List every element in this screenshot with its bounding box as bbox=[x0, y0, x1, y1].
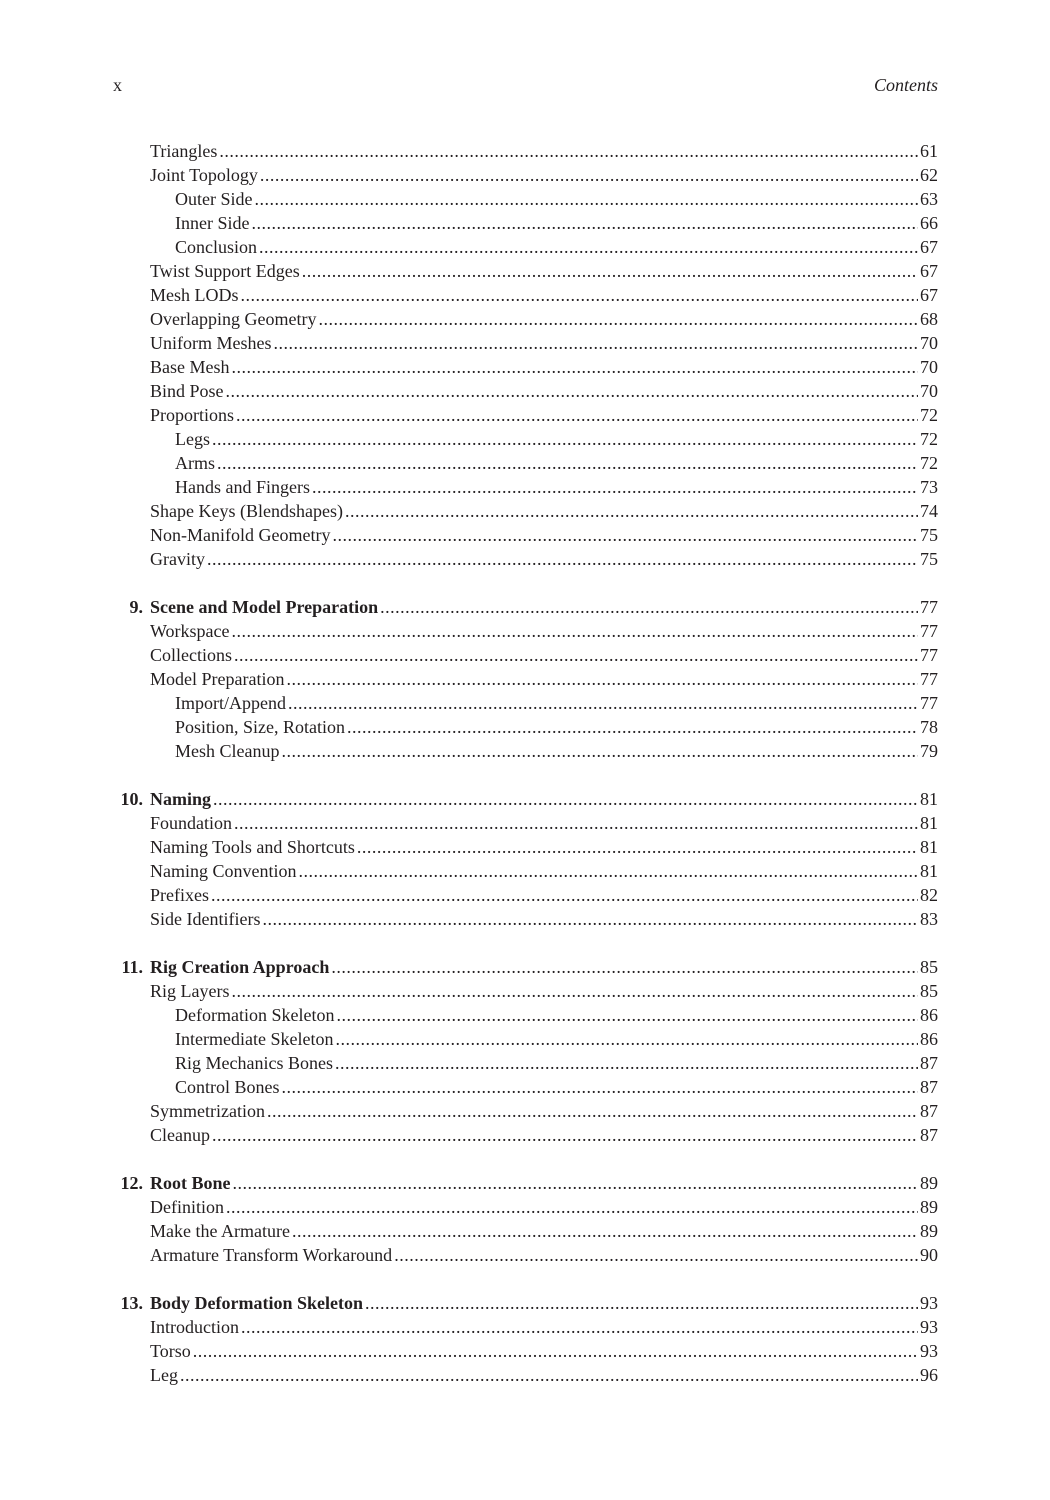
toc-line bbox=[150, 379, 938, 403]
toc-entry bbox=[113, 307, 938, 331]
toc-line bbox=[150, 1219, 938, 1243]
toc-title: Legs bbox=[175, 429, 210, 449]
toc-entry bbox=[113, 331, 938, 355]
toc-line bbox=[150, 619, 938, 643]
toc-line bbox=[175, 691, 938, 715]
toc-line bbox=[175, 211, 938, 235]
toc-page-number: 93 bbox=[920, 1293, 938, 1313]
toc-page-number: 72 bbox=[920, 453, 938, 473]
toc-page-number: 63 bbox=[920, 189, 938, 209]
toc-page-number: 81 bbox=[920, 837, 938, 857]
toc-entry bbox=[113, 1003, 938, 1027]
toc-dot-leader bbox=[267, 1099, 918, 1123]
toc-line bbox=[150, 355, 938, 379]
toc-title: Outer Side bbox=[175, 189, 253, 209]
toc-title: Deformation Skeleton bbox=[175, 1005, 335, 1025]
toc-line bbox=[150, 667, 938, 691]
toc-entry bbox=[113, 403, 938, 427]
toc-page-number: 87 bbox=[920, 1053, 938, 1073]
toc-entry bbox=[113, 1075, 938, 1099]
toc-line bbox=[150, 259, 938, 283]
toc-line bbox=[150, 1291, 938, 1315]
toc-title: Non-Manifold Geometry bbox=[150, 525, 331, 545]
toc-dot-leader bbox=[211, 883, 918, 907]
toc-dot-leader bbox=[292, 1219, 918, 1243]
toc-title: Scene and Model Preparation bbox=[150, 597, 379, 617]
toc-line bbox=[150, 1195, 938, 1219]
toc-title: Collections bbox=[150, 645, 232, 665]
toc-dot-leader bbox=[288, 691, 918, 715]
toc-line bbox=[150, 955, 938, 979]
toc-entry bbox=[113, 883, 938, 907]
toc-page-number: 77 bbox=[920, 693, 938, 713]
toc-line bbox=[150, 499, 938, 523]
page-number: x bbox=[113, 75, 122, 95]
toc-line bbox=[150, 307, 938, 331]
toc-title: Root Bone bbox=[150, 1173, 231, 1193]
toc-title: Prefixes bbox=[150, 885, 209, 905]
toc-line bbox=[175, 1051, 938, 1075]
toc-page-number: 86 bbox=[920, 1029, 938, 1049]
toc-page-number: 85 bbox=[920, 981, 938, 1001]
toc-dot-leader bbox=[241, 283, 919, 307]
toc-page-number: 68 bbox=[920, 309, 938, 329]
toc-entry bbox=[113, 211, 938, 235]
toc-dot-leader bbox=[312, 475, 918, 499]
toc-title: Base Mesh bbox=[150, 357, 230, 377]
toc-dot-leader bbox=[347, 715, 918, 739]
table-of-contents bbox=[113, 139, 938, 1387]
toc-dot-leader bbox=[281, 739, 918, 763]
toc-dot-leader bbox=[335, 1027, 918, 1051]
toc-dot-leader bbox=[262, 907, 918, 931]
toc-line bbox=[150, 1099, 938, 1123]
toc-line bbox=[150, 403, 938, 427]
toc-title: Intermediate Skeleton bbox=[175, 1029, 334, 1049]
toc-dot-leader bbox=[193, 1339, 918, 1363]
toc-line bbox=[150, 1123, 938, 1147]
toc-chapter-entry bbox=[113, 1171, 938, 1195]
toc-page-number: 85 bbox=[920, 957, 938, 977]
toc-entry bbox=[113, 1051, 938, 1075]
toc-chapter-entry bbox=[113, 1291, 938, 1315]
toc-dot-leader bbox=[219, 139, 918, 163]
toc-entry bbox=[113, 1219, 938, 1243]
toc-title: Rig Creation Approach bbox=[150, 957, 330, 977]
toc-chapter-number: 12. bbox=[120, 1173, 143, 1193]
toc-page-number: 70 bbox=[920, 381, 938, 401]
toc-page-number: 90 bbox=[920, 1245, 938, 1265]
toc-dot-leader bbox=[226, 379, 918, 403]
toc-dot-leader bbox=[332, 523, 918, 547]
toc-dot-leader bbox=[180, 1363, 918, 1387]
toc-page-number: 67 bbox=[920, 237, 938, 257]
toc-title: Triangles bbox=[150, 141, 218, 161]
toc-dot-leader bbox=[331, 955, 918, 979]
toc-dot-leader bbox=[260, 163, 918, 187]
toc-title: Inner Side bbox=[175, 213, 250, 233]
toc-entry bbox=[113, 907, 938, 931]
toc-line bbox=[150, 163, 938, 187]
toc-line bbox=[175, 187, 938, 211]
toc-entry bbox=[113, 1315, 938, 1339]
toc-page-number: 70 bbox=[920, 333, 938, 353]
toc-title: Uniform Meshes bbox=[150, 333, 272, 353]
toc-page-number: 81 bbox=[920, 861, 938, 881]
toc-chapter-entry bbox=[113, 955, 938, 979]
toc-page-number: 81 bbox=[920, 789, 938, 809]
toc-dot-leader bbox=[345, 499, 918, 523]
toc-dot-leader bbox=[286, 667, 918, 691]
toc-entry bbox=[113, 163, 938, 187]
toc-chapter-number: 13. bbox=[120, 1293, 143, 1313]
toc-entry bbox=[113, 835, 938, 859]
toc-line bbox=[175, 451, 938, 475]
toc-line bbox=[175, 475, 938, 499]
toc-page-number: 81 bbox=[920, 813, 938, 833]
toc-title: Arms bbox=[175, 453, 215, 473]
toc-line bbox=[150, 1171, 938, 1195]
toc-entry bbox=[113, 739, 938, 763]
toc-page-number: 73 bbox=[920, 477, 938, 497]
running-head: Contents bbox=[873, 75, 938, 95]
toc-entry bbox=[113, 715, 938, 739]
toc-page-number: 93 bbox=[920, 1317, 938, 1337]
toc-title: Symmetrization bbox=[150, 1101, 265, 1121]
toc-entry bbox=[113, 139, 938, 163]
toc-title: Twist Support Edges bbox=[150, 261, 300, 281]
toc-dot-leader bbox=[236, 403, 918, 427]
toc-entry bbox=[113, 235, 938, 259]
toc-line bbox=[175, 715, 938, 739]
toc-dot-leader bbox=[212, 427, 918, 451]
toc-dot-leader bbox=[232, 355, 919, 379]
toc-page-number: 66 bbox=[920, 213, 938, 233]
toc-title: Side Identifiers bbox=[150, 909, 261, 929]
toc-title: Armature Transform Workaround bbox=[150, 1245, 393, 1265]
toc-title: Cleanup bbox=[150, 1125, 210, 1145]
page-header bbox=[113, 75, 938, 99]
toc-entry bbox=[113, 1363, 938, 1387]
toc-page-number: 72 bbox=[920, 405, 938, 425]
toc-title: Mesh LODs bbox=[150, 285, 239, 305]
toc-line bbox=[150, 595, 938, 619]
toc-entry bbox=[113, 619, 938, 643]
toc-dot-leader bbox=[226, 1195, 918, 1219]
toc-title: Workspace bbox=[150, 621, 230, 641]
toc-dot-leader bbox=[234, 643, 918, 667]
toc-chapter-number: 9. bbox=[129, 597, 143, 617]
toc-dot-leader bbox=[233, 1171, 919, 1195]
toc-line bbox=[150, 883, 938, 907]
toc-line bbox=[150, 811, 938, 835]
toc-dot-leader bbox=[232, 619, 918, 643]
toc-line bbox=[175, 235, 938, 259]
toc-title: Body Deformation Skeleton bbox=[150, 1293, 363, 1313]
toc-chapter-number: 10. bbox=[120, 789, 143, 809]
toc-dot-leader bbox=[231, 979, 918, 1003]
toc-dot-leader bbox=[299, 859, 919, 883]
toc-line bbox=[150, 1363, 938, 1387]
toc-title: Overlapping Geometry bbox=[150, 309, 317, 329]
toc-title: Introduction bbox=[150, 1317, 239, 1337]
toc-chapter-number: 11. bbox=[121, 957, 143, 977]
toc-line bbox=[150, 835, 938, 859]
toc-dot-leader bbox=[318, 307, 918, 331]
toc-title: Mesh Cleanup bbox=[175, 741, 280, 761]
toc-title: Naming Convention bbox=[150, 861, 297, 881]
toc-dot-leader bbox=[394, 1243, 918, 1267]
toc-title: Naming bbox=[150, 789, 212, 809]
toc-line bbox=[175, 427, 938, 451]
toc-page-number: 86 bbox=[920, 1005, 938, 1025]
toc-dot-leader bbox=[207, 547, 918, 571]
toc-entry bbox=[113, 811, 938, 835]
toc-entry bbox=[113, 979, 938, 1003]
toc-title: Leg bbox=[150, 1365, 178, 1385]
toc-page-number: 67 bbox=[920, 261, 938, 281]
toc-title: Model Preparation bbox=[150, 669, 285, 689]
toc-page-number: 78 bbox=[920, 717, 938, 737]
toc-title: Position, Size, Rotation bbox=[175, 717, 346, 737]
toc-entry bbox=[113, 427, 938, 451]
toc-entry bbox=[113, 451, 938, 475]
toc-page-number: 61 bbox=[920, 141, 938, 161]
toc-title: Control Bones bbox=[175, 1077, 280, 1097]
toc-page-number: 93 bbox=[920, 1341, 938, 1361]
toc-entry bbox=[113, 1123, 938, 1147]
toc-dot-leader bbox=[254, 187, 918, 211]
toc-page-number: 89 bbox=[920, 1221, 938, 1241]
toc-title: Make the Armature bbox=[150, 1221, 290, 1241]
toc-page-number: 87 bbox=[920, 1101, 938, 1121]
toc-title: Shape Keys (Blendshapes) bbox=[150, 501, 343, 521]
toc-entry bbox=[113, 355, 938, 379]
toc-dot-leader bbox=[212, 1123, 918, 1147]
toc-entry bbox=[113, 643, 938, 667]
toc-entry bbox=[113, 283, 938, 307]
toc-page-number: 77 bbox=[920, 597, 938, 617]
toc-page-number: 70 bbox=[920, 357, 938, 377]
toc-entry bbox=[113, 667, 938, 691]
toc-entry bbox=[113, 379, 938, 403]
toc-line bbox=[150, 139, 938, 163]
toc-entry bbox=[113, 1243, 938, 1267]
toc-dot-leader bbox=[282, 1075, 918, 1099]
toc-title: Joint Topology bbox=[150, 165, 258, 185]
toc-title: Rig Mechanics Bones bbox=[175, 1053, 333, 1073]
toc-entry bbox=[113, 1099, 938, 1123]
toc-dot-leader bbox=[336, 1003, 918, 1027]
toc-page-number: 96 bbox=[920, 1365, 938, 1385]
toc-line bbox=[175, 1075, 938, 1099]
toc-entry bbox=[113, 475, 938, 499]
toc-entry bbox=[113, 187, 938, 211]
toc-page-number: 82 bbox=[920, 885, 938, 905]
toc-page-number: 67 bbox=[920, 285, 938, 305]
toc-title: Torso bbox=[150, 1341, 191, 1361]
toc-dot-leader bbox=[217, 451, 918, 475]
toc-line bbox=[150, 1315, 938, 1339]
toc-line bbox=[150, 643, 938, 667]
toc-entry bbox=[113, 1339, 938, 1363]
toc-dot-leader bbox=[380, 595, 918, 619]
toc-page-number: 87 bbox=[920, 1125, 938, 1145]
toc-dot-leader bbox=[259, 235, 918, 259]
toc-entry bbox=[113, 859, 938, 883]
toc-title: Bind Pose bbox=[150, 381, 224, 401]
toc-line bbox=[150, 979, 938, 1003]
toc-line bbox=[175, 739, 938, 763]
toc-entry bbox=[113, 691, 938, 715]
toc-line bbox=[150, 787, 938, 811]
toc-page-number: 83 bbox=[920, 909, 938, 929]
toc-line bbox=[150, 859, 938, 883]
toc-chapter-entry bbox=[113, 595, 938, 619]
toc-page-number: 79 bbox=[920, 741, 938, 761]
toc-line bbox=[150, 283, 938, 307]
toc-title: Rig Layers bbox=[150, 981, 230, 1001]
toc-title: Hands and Fingers bbox=[175, 477, 310, 497]
toc-page-number: 74 bbox=[920, 501, 938, 521]
toc-entry bbox=[113, 547, 938, 571]
toc-page-number: 75 bbox=[920, 525, 938, 545]
toc-page-number: 89 bbox=[920, 1197, 938, 1217]
toc-page-number: 77 bbox=[920, 645, 938, 665]
toc-dot-leader bbox=[213, 787, 918, 811]
toc-title: Foundation bbox=[150, 813, 233, 833]
toc-line bbox=[150, 1339, 938, 1363]
toc-title: Proportions bbox=[150, 405, 235, 425]
toc-title: Definition bbox=[150, 1197, 224, 1217]
toc-line bbox=[175, 1027, 938, 1051]
toc-page-number: 72 bbox=[920, 429, 938, 449]
toc-entry bbox=[113, 1027, 938, 1051]
toc-line bbox=[150, 523, 938, 547]
toc-page-number: 77 bbox=[920, 669, 938, 689]
toc-title: Naming Tools and Shortcuts bbox=[150, 837, 355, 857]
toc-dot-leader bbox=[357, 835, 918, 859]
toc-dot-leader bbox=[234, 811, 918, 835]
toc-line bbox=[150, 547, 938, 571]
toc-line bbox=[150, 331, 938, 355]
toc-dot-leader bbox=[251, 211, 918, 235]
toc-title: Conclusion bbox=[175, 237, 258, 257]
toc-dot-leader bbox=[273, 331, 918, 355]
toc-dot-leader bbox=[302, 259, 918, 283]
toc-page-number: 62 bbox=[920, 165, 938, 185]
toc-title: Import/Append bbox=[175, 693, 286, 713]
toc-entry bbox=[113, 1195, 938, 1219]
toc-line bbox=[175, 1003, 938, 1027]
toc-line bbox=[150, 907, 938, 931]
toc-dot-leader bbox=[365, 1291, 918, 1315]
toc-dot-leader bbox=[335, 1051, 918, 1075]
toc-page-number: 75 bbox=[920, 549, 938, 569]
toc-entry bbox=[113, 499, 938, 523]
toc-page-number: 87 bbox=[920, 1077, 938, 1097]
toc-dot-leader bbox=[241, 1315, 918, 1339]
toc-entry bbox=[113, 523, 938, 547]
toc-title: Gravity bbox=[150, 549, 205, 569]
toc-entry bbox=[113, 259, 938, 283]
toc-chapter-entry bbox=[113, 787, 938, 811]
toc-page-number: 89 bbox=[920, 1173, 938, 1193]
toc-page-number: 77 bbox=[920, 621, 938, 641]
toc-line bbox=[150, 1243, 938, 1267]
